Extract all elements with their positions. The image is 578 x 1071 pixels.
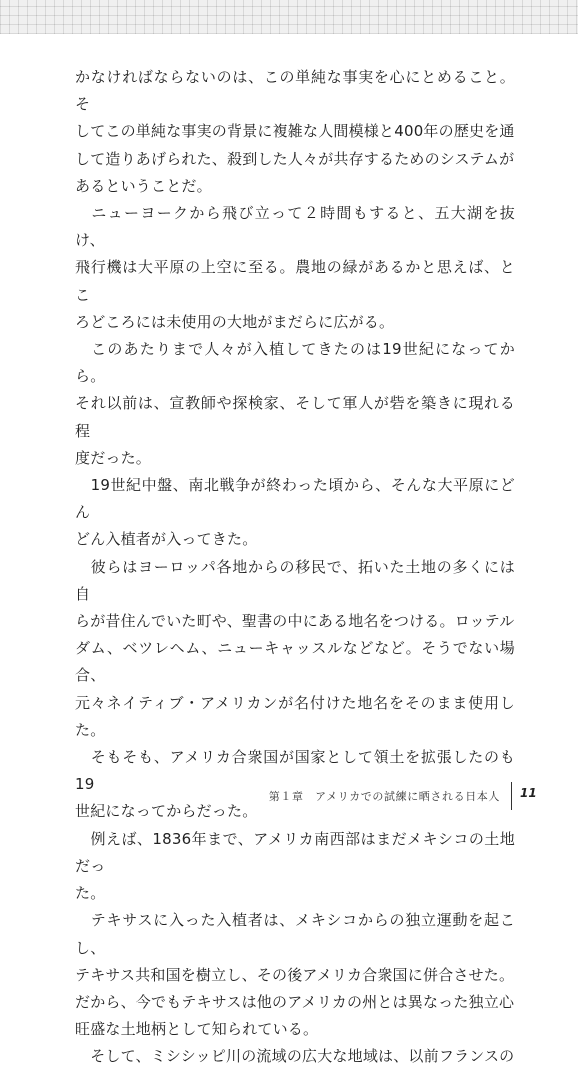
- paragraph-9: そして、ミシシッピ川の流域の広大な地域は、以前フランスの: [75, 1047, 515, 1066]
- paragraph-7: 例えば、1836年まで、アメリカ南西部はまだメキシコの土地だっ た。: [75, 829, 515, 903]
- paragraph-2: ニューヨークから飛び立って２時間もすると、五大湖を抜け、 飛行機は大平原の上空に至る。農地の緑があるかと思えば、とこ ろどころには未使用の大地がまだらに広がる。: [75, 204, 515, 331]
- paragraph-4: 19世紀中盤、南北戦争が終わった頃から、そんな大平原にどん どん入植者が入ってきた。: [75, 476, 515, 549]
- page-footer: [0, 782, 578, 812]
- paragraph-1: かなければならないのは、この単純な事実を心にとめること。そ してこの単純な事実の背景に複雑な人間模様と400年の歴史を通 して造りあげられた、殺到した人々が共存するためのシステムが あるということだ。: [75, 68, 515, 195]
- paragraph-6: そもそも、アメリカ合衆国が国家として領土を拡張したのも19 世紀になってからだった。: [75, 748, 515, 821]
- header-pattern-band: [0, 0, 578, 34]
- running-head: 第１章 アメリカでの試練に晒される日本人: [268, 790, 500, 803]
- page-number: 11: [520, 786, 537, 800]
- footer-divider: [511, 782, 512, 810]
- paragraph-3: このあたりまで人々が入植してきたのは19世紀になってから。 それ以前は、宣教師や探検家、そして軍人が砦を築きに現れる程 度だった。: [75, 340, 515, 467]
- paragraph-5: 彼らはヨーロッパ各地からの移民で、拓いた土地の多くには自 らが昔住んでいた町や、聖書の中にある地名をつける。ロッテル ダム、ベツレヘム、ニューキャッスルなどなど。そうでない場合、 元々ネイティブ・アメリカンが名付けた地名をそのまま使用した。: [75, 557, 515, 739]
- paragraph-8: テキサスに入った入植者は、メキシコからの独立運動を起こし、 テキサス共和国を樹立し、その後アメリカ合衆国に併合させた。 だから、今でもテキサスは他のアメリカの州とは異なった独立心 旺盛な土地柄として知られている。: [75, 911, 515, 1039]
- body-text: [75, 64, 515, 1071]
